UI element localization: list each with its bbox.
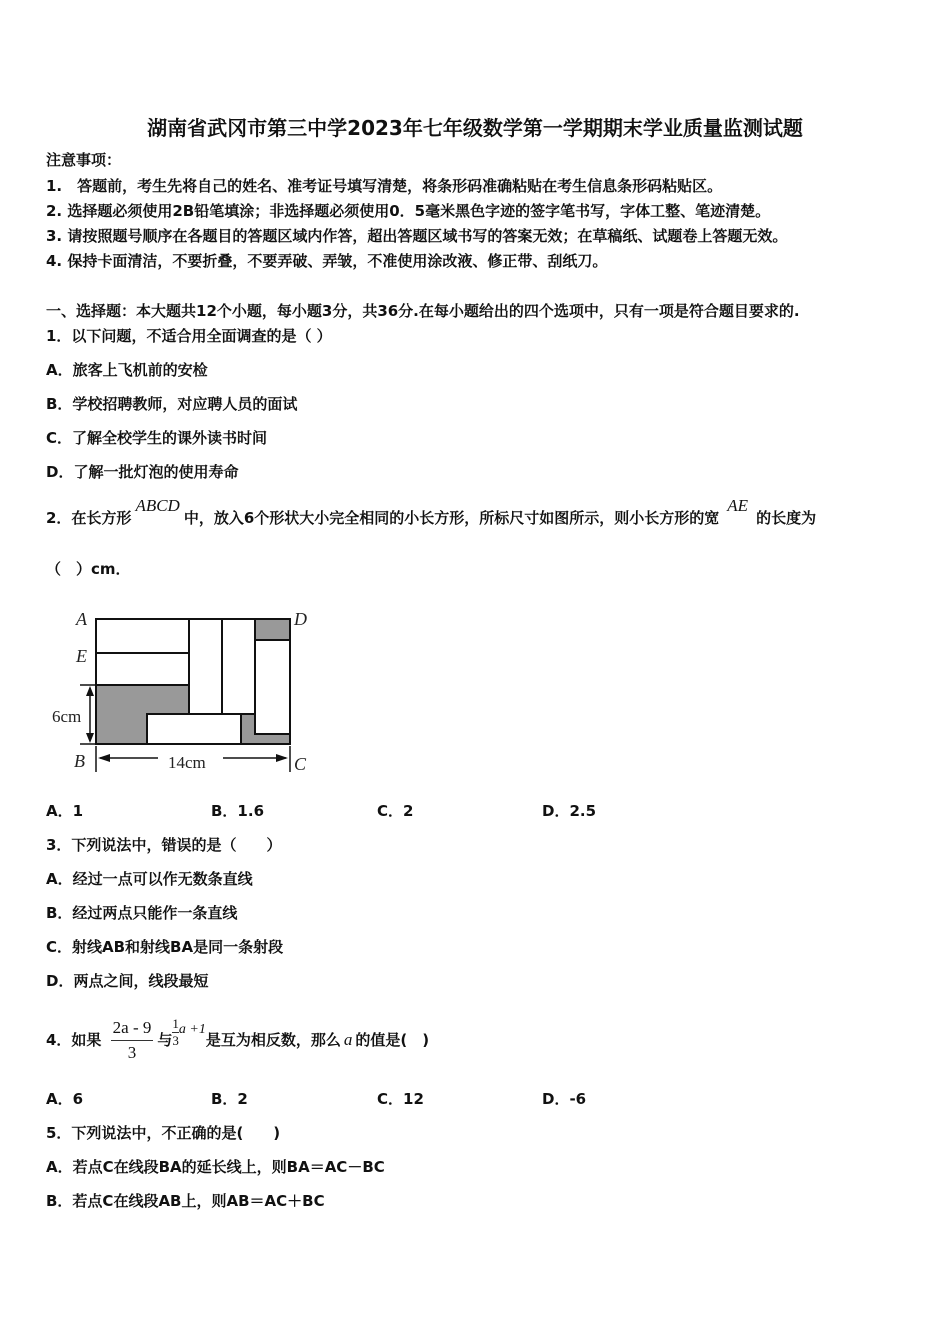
height-label: 6cm	[52, 707, 82, 726]
question-3-stem: 3．下列说法中，错误的是（ ）	[46, 836, 282, 854]
rectangle-figure	[40, 600, 340, 780]
q1-option-a[interactable]: A．旅客上飞机前的安检	[46, 361, 208, 379]
question-4-stem	[46, 1005, 429, 1077]
q2-option-b[interactable]: B．1.6	[211, 802, 265, 820]
q2-stem-d: （ ）cm．	[46, 560, 131, 578]
q4-option-b[interactable]: B．2	[211, 1090, 248, 1108]
small-rect	[96, 653, 189, 685]
fraction-2a-9-over-3	[111, 1016, 154, 1065]
fraction-denominator: 3	[172, 1033, 179, 1048]
small-rect	[255, 640, 290, 734]
math-a-plus-1: a +1	[178, 1022, 206, 1037]
label-e: E	[76, 646, 87, 666]
fraction-denominator: 3	[127, 1043, 137, 1062]
label-a: A	[76, 609, 87, 629]
small-rect	[189, 619, 222, 714]
question-1-stem: 1．以下问题，不适合用全面调查的是（ ）	[46, 327, 332, 345]
q2-option-a[interactable]: A．1	[46, 802, 84, 820]
q4-stem-b: 与	[157, 1031, 173, 1049]
q3-option-c[interactable]: C．射线AB和射线BA是同一条射段	[46, 938, 284, 956]
q1-option-b[interactable]: B．学校招聘教师，对应聘人员的面试	[46, 395, 298, 413]
label-c: C	[294, 754, 307, 774]
question-5-stem: 5．下列说法中，不正确的是( )	[46, 1124, 281, 1142]
q3-option-a[interactable]: A．经过一点可以作无数条直线	[46, 870, 253, 888]
q2-option-c[interactable]: C．2	[377, 802, 414, 820]
q3-option-b[interactable]: B．经过两点只能作一条直线	[46, 904, 238, 922]
q4-stem-d: 的值是( )	[355, 1031, 430, 1049]
fraction-1-over-3	[172, 1016, 179, 1049]
small-rect	[96, 619, 189, 653]
q4-option-c[interactable]: C．12	[377, 1090, 424, 1108]
shaded-region	[255, 619, 290, 640]
label-d: D	[294, 609, 307, 629]
small-rect	[147, 714, 241, 744]
q4-option-d[interactable]: D．-6	[542, 1090, 587, 1108]
section-heading: 一、选择题：本大题共12个小题，每小题3分，共36分.在每小题给出的四个选项中，只有一项是符合题目要求的.	[46, 302, 800, 320]
q5-option-b[interactable]: B．若点C在线段AB上，则AB＝AC＋BC	[46, 1192, 325, 1210]
q4-stem-c: 是互为相反数，那么	[205, 1031, 341, 1049]
label-b: B	[74, 751, 85, 771]
width-label: 14cm	[168, 753, 206, 772]
question-2-stem	[46, 496, 817, 528]
math-a: a	[343, 1030, 353, 1049]
notice-item: 4. 保持卡面清洁，不要折叠，不要弄破、弄皱，不准使用涂改液、修正带、刮纸刀。	[46, 252, 608, 270]
small-rect	[222, 619, 255, 714]
q1-option-c[interactable]: C．了解全校学生的课外读书时间	[46, 429, 268, 447]
fraction-numerator: 1	[172, 1016, 179, 1031]
q2-stem-a: 2．在长方形	[46, 509, 132, 527]
notice-heading: 注意事项：	[46, 151, 122, 169]
q5-option-a[interactable]: A．若点C在线段BA的延长线上，则BA＝AC－BC	[46, 1158, 385, 1176]
notice-item: 3. 请按照题号顺序在各题目的答题区域内作答，超出答题区域书写的答案无效；在草稿纸、试题卷上答题无效。	[46, 227, 788, 245]
fraction-numerator: 2a - 9	[111, 1016, 154, 1041]
q3-option-d[interactable]: D．两点之间，线段最短	[46, 972, 209, 990]
q4-stem-a: 4．如果	[46, 1031, 102, 1049]
math-abcd: ABCD	[135, 496, 180, 515]
math-ae: AE	[727, 496, 749, 515]
page-title: 湖南省武冈市第三中学2023年七年级数学第一学期期末学业质量监测试题	[147, 116, 803, 140]
q2-option-d[interactable]: D．2.5	[542, 802, 597, 820]
q4-option-a[interactable]: A．6	[46, 1090, 84, 1108]
notice-item: 1. 答题前，考生先将自己的姓名、准考证号填写清楚，将条形码准确粘贴在考生信息条形码粘贴区。	[46, 177, 723, 195]
q2-stem-b: 中，放入6个形状大小完全相同的小长方形，所标尺寸如图所示，则小长方形的宽	[183, 509, 720, 527]
q1-option-d[interactable]: D．了解一批灯泡的使用寿命	[46, 463, 239, 481]
q2-stem-c: 的长度为	[756, 509, 817, 527]
notice-item: 2. 选择题必须使用2B铅笔填涂；非选择题必须使用0．5毫米黑色字迹的签字笔书写，字体工整、笔迹清楚。	[46, 202, 771, 220]
